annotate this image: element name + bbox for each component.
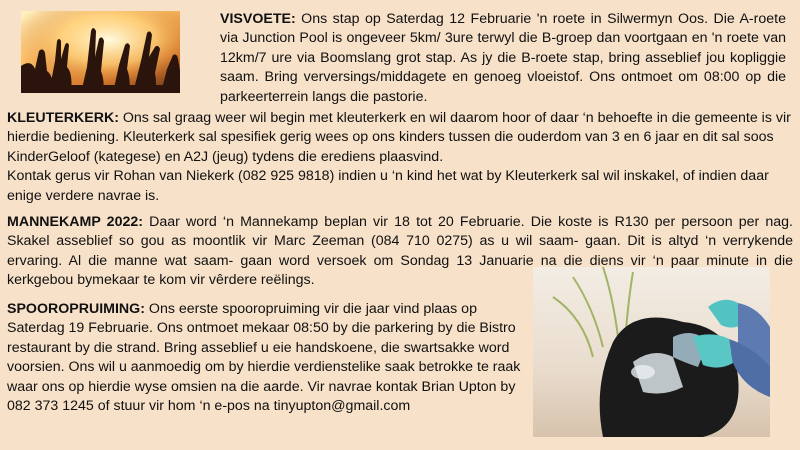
cleanup-bag-photo — [533, 267, 770, 437]
kleuterkerk-heading: KLEUTERKERK: — [7, 110, 119, 126]
visvoete-text: Ons stap op Saterdag 12 Februarie 'n roete in Silwermyn Oos. Die A-roete via Junction Pool is ongeveer 5km/ 3ure terwyl die B-groep dan voortgaan en 'n roete van 12km/7 ure via Boomslang grot stap. As jy die B-roete stap, bring asseblief jou kopliggie saam. Bring verversings/middagete en genoeg vloeistof. Ons ontmoet om 08:00 op die parkeerterrein langs die pastorie. — [220, 11, 786, 105]
kleuterkerk-text: Ons sal graag weer wil begin met kleuterkerk en wil daarom hoor of daar ‘n behoefte in die gemeente is vir hierdie bediening. Kleuterkerk sal spesifiek gerig wees op ons kinders tussen die ouderdom van 3 en 6 jaar en dit sal soos KinderGeloof (kategese) en A2J (jeug) tydens die erediens plaasvind. — [7, 110, 791, 165]
spooropruiming-heading: SPOOROPRUIMING: — [7, 301, 145, 317]
mannekamp-section — [7, 213, 793, 291]
kleuterkerk-contact: Kontak gerus vir Rohan van Niekerk (082 925 9818) indien u ‘n kind het wat by Kleuterkerk sal wil inskakel, of indien daar enige verdere navrae is. — [7, 168, 769, 204]
kleuterkerk-section — [7, 109, 793, 206]
spooropruiming-text: Ons eerste spooropruiming vir die jaar vind plaas op Saterdag 19 Februarie. Ons ontmoet mekaar 08:50 by die parkering by die Bistro restaurant by die strand. Bring asseblief u eie handskoene, die swartsakke word voorsien. Ons wil u aanmoedig om by hierdie verdienstelike saak betrokke te raak waar ons op hierdie wyse omsien na die aarde. Vir navrae kontak Brian Upton by 082 373 1245 of stuur vir hom ‘n e-pos na tinyupton@gmail.com — [7, 301, 521, 415]
spooropruiming-section — [7, 300, 522, 416]
visvoete-section — [220, 10, 786, 107]
visvoete-heading: VISVOETE: — [220, 11, 296, 27]
mannekamp-heading: MANNEKAMP 2022: — [7, 214, 143, 230]
raised-hands-photo — [21, 11, 180, 93]
mannekamp-text: Daar word ‘n Mannekamp beplan vir 18 tot 20 Februarie. Die koste is R130 per persoon per nag. Skakel asseblief so gou as moontlik vir Marc Zeeman (084 710 0275) as u wil saam- gaan. Dit is altyd ‘n verrykende ervaring. Al die manne wat saam- gaan word versoek om Sondag 13 Januarie na die diens vir ‘n paar minute in die kerkgebou bymekaar te kom vir vêrdere reëlings. — [7, 214, 793, 289]
